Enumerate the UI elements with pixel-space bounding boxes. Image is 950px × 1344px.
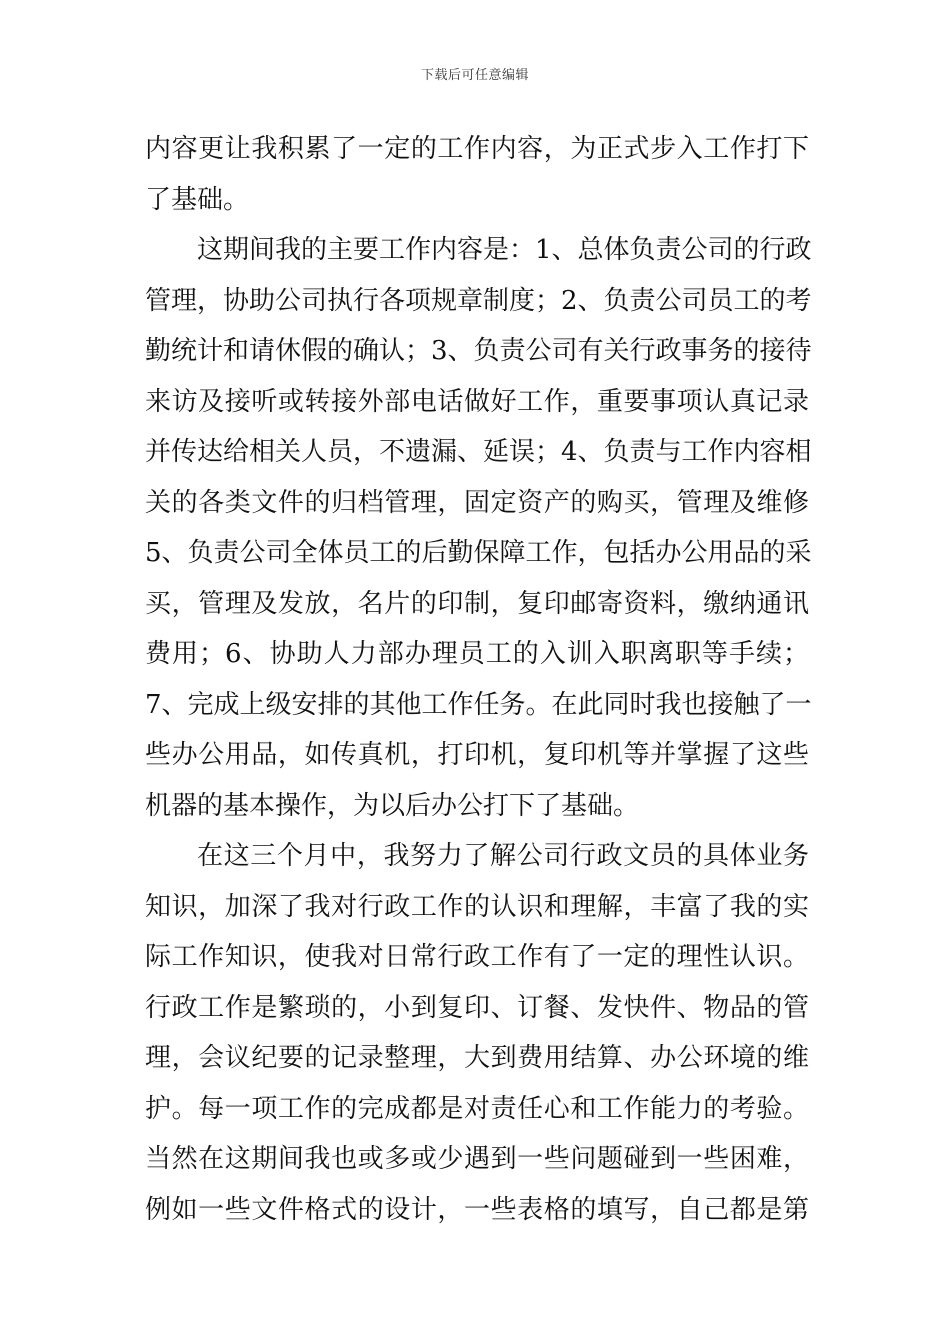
text-line: 例如一些文件格式的设计，一些表格的填写，自己都是第: [145, 1194, 809, 1225]
page-header: 下载后可任意编辑: [420, 68, 529, 83]
text-line: 并传达给相关人员，不遗漏、延误；4、负责与工作内容相: [145, 437, 812, 467]
text-line: 知识，加深了我对行政工作的认识和理解，丰富了我的实: [145, 891, 809, 922]
text-line: 关的各类文件的归档管理，固定资产的购买，管理及维修: [145, 487, 809, 518]
text-line: 际工作知识，使我对日常行政工作有了一定的理性认识。: [145, 942, 809, 972]
text-line: 机器的基本操作，为以后办公打下了基础。: [145, 790, 640, 821]
text-line: 护。每一项工作的完成都是对责任心和工作能力的考验。: [145, 1093, 809, 1124]
text-line: 当然在这期间我也或多或少遇到一些问题碰到一些困难，: [145, 1144, 809, 1174]
text-line: 理，会议纪要的记录整理，大到费用结算、办公环境的维: [145, 1043, 809, 1073]
text-line: 买，管理及发放，名片的印制，复印邮寄资料，缴纳通讯: [145, 588, 809, 619]
text-line: 7、完成上级安排的其他工作任务。在此同时我也接触了一: [145, 689, 812, 720]
text-line: 了基础。: [145, 184, 250, 215]
text-line: 管理，协助公司执行各项规章制度；2、负责公司员工的考: [145, 285, 812, 316]
text-line: 来访及接听或转接外部电话做好工作，重要事项认真记录: [145, 386, 809, 417]
text-line: 内容更让我积累了一定的工作内容，为正式步入工作打下: [145, 134, 809, 164]
text-line: 费用；6、协助人力部办理员工的入训入职离职等手续；: [145, 639, 809, 669]
text-line: 5、负责公司全体员工的后勤保障工作，包括办公用品的采: [145, 538, 812, 568]
text-line: 行政工作是繁琐的，小到复印、订餐、发快件、物品的管: [145, 992, 809, 1023]
text-line: 这期间我的主要工作内容是：1、总体负责公司的行政: [197, 235, 812, 265]
document-body: [145, 124, 812, 1235]
text-line: 勤统计和请休假的确认；3、负责公司有关行政事务的接待: [145, 336, 812, 366]
text-line: 在这三个月中，我努力了解公司行政文员的具体业务: [197, 841, 809, 871]
text-line: 些办公用品，如传真机，打印机，复印机等并掌握了这些: [145, 740, 809, 770]
